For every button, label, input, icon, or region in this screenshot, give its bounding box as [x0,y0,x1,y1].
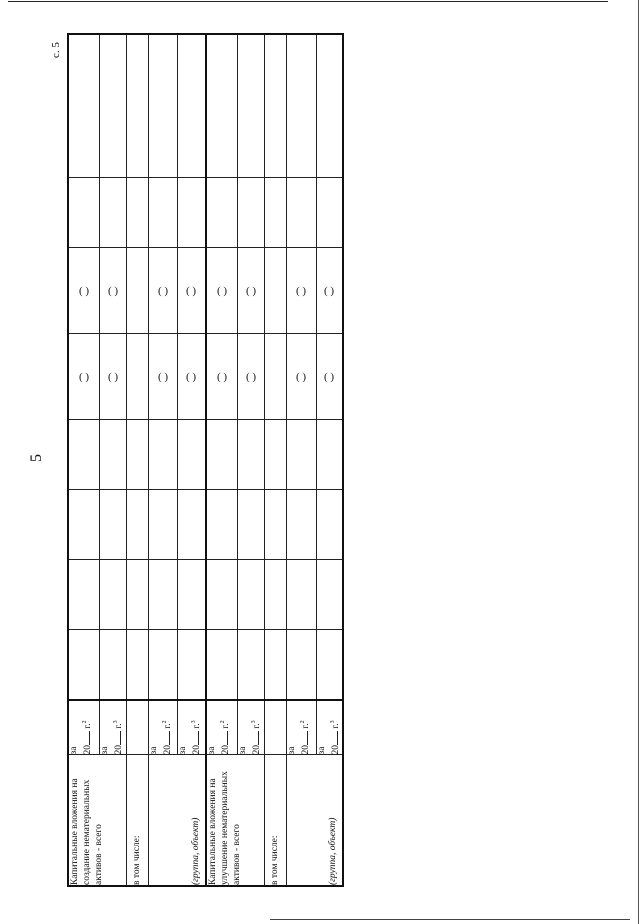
value-cell [148,178,177,248]
value-cell [237,560,264,630]
row-description: Капитальные вложения на улучшение нематериальных активов - всего [206,755,264,886]
year-cell [316,700,343,755]
year-cell [206,700,237,755]
value-cell [237,420,264,490]
year-blank [250,731,259,745]
value-cell [206,34,237,178]
year-blank [219,731,228,745]
scan-edge-right [638,0,639,924]
value-cell [206,630,237,700]
year-prefix: 20 [162,745,173,755]
za-label: за [207,746,217,755]
year-blank [190,731,199,745]
year-cell [286,700,316,755]
paren-value: ( ) [324,285,335,297]
value-cell [68,420,99,490]
value-cell [126,248,148,334]
year-suffix: г. [221,723,232,729]
year-prefix: 20 [191,745,202,755]
value-cell [264,420,286,490]
value-cell [206,560,237,630]
year-prefix: 20 [251,745,262,755]
value-cell [177,560,206,630]
row-description: (группа, объект) [148,755,206,886]
year-prefix: 20 [300,745,311,755]
year-cell [264,700,286,755]
value-cell [316,34,343,178]
value-cell [68,34,99,178]
value-cell [177,248,206,334]
year-blank [299,731,308,745]
year-prefix: 20 [221,745,232,755]
paren-value: ( ) [157,371,168,383]
value-cell [286,34,316,178]
footnote-ref: 3 [112,720,119,724]
page-number: 5 [28,454,45,462]
value-cell [99,420,126,490]
value-cell [264,630,286,700]
table-row [126,34,148,886]
paren-value: ( ) [186,371,197,383]
paren-value: ( ) [295,371,307,383]
value-cell [264,334,286,420]
za-label: за [237,746,248,755]
table-row [68,34,99,886]
scan-edge-bottom [270,919,630,920]
year-suffix: г. [251,723,262,729]
value-cell [264,178,286,248]
year-blank [161,731,170,745]
table-row [148,34,177,886]
value-cell [286,334,316,420]
year-blank [81,731,90,745]
value-cell [316,178,343,248]
value-cell [237,248,264,334]
za-label: за [286,746,297,755]
year-blank [329,731,338,745]
value-cell [99,560,126,630]
paren-value: ( ) [107,285,118,297]
value-cell [126,630,148,700]
row-description: в том числе: [126,755,148,886]
value-cell [237,334,264,420]
za-label: за [316,746,327,755]
row-description: (группа, объект) [286,755,343,886]
value-cell [68,248,99,334]
year-cell [126,700,148,755]
value-cell [148,334,177,420]
value-cell [316,560,343,630]
rotated-table-container [67,35,341,887]
scan-edge-top [8,1,608,2]
value-cell [126,178,148,248]
paren-value: ( ) [245,285,256,297]
year-prefix: 20 [113,745,124,755]
value-cell [316,630,343,700]
za-label: за [177,746,188,755]
value-cell [126,34,148,178]
row-description: в том числе: [264,755,286,886]
table-row [264,34,286,886]
value-cell [99,490,126,560]
value-cell [237,490,264,560]
value-cell [177,334,206,420]
value-cell [286,178,316,248]
za-label: за [148,746,159,755]
year-cell [148,700,177,755]
value-cell [68,560,99,630]
value-cell [206,420,237,490]
value-cell [126,420,148,490]
value-cell [177,490,206,560]
footnote-ref: 2 [82,720,88,724]
value-cell [99,178,126,248]
footnote-ref: 2 [220,720,226,724]
footnote-ref: 2 [161,720,168,724]
paren-value: ( ) [78,285,89,297]
year-blank [112,731,121,745]
value-cell [264,248,286,334]
value-cell [99,34,126,178]
year-cell [68,700,99,755]
value-cell [148,420,177,490]
table-row [286,34,316,886]
value-cell [316,248,343,334]
value-cell [99,248,126,334]
value-cell [126,490,148,560]
value-cell [68,630,99,700]
value-cell [237,630,264,700]
paren-value: ( ) [78,371,89,383]
year-suffix: г. [330,723,341,729]
value-cell [177,178,206,248]
value-cell [316,420,343,490]
value-cell [177,420,206,490]
value-cell [148,490,177,560]
value-cell [264,560,286,630]
footnote-ref: 3 [329,720,336,724]
value-cell [286,248,316,334]
value-cell [206,248,237,334]
table-row [206,34,237,886]
value-cell [264,34,286,178]
year-cell [99,700,126,755]
value-cell [148,630,177,700]
value-cell [148,248,177,334]
footnote-ref: 2 [299,720,306,724]
paren-value: ( ) [295,285,307,297]
year-suffix: г. [191,723,202,729]
row-description: Капитальные вложения на создание нематериальных активов - всего [68,755,126,886]
year-prefix: 20 [83,745,94,755]
paren-value: ( ) [216,371,227,383]
value-cell [126,560,148,630]
value-cell [148,560,177,630]
paren-value: ( ) [216,285,227,297]
year-cell [177,700,206,755]
paren-value: ( ) [157,285,168,297]
year-prefix: 20 [330,745,341,755]
value-cell [99,630,126,700]
year-suffix: г. [162,723,173,729]
value-cell [148,34,177,178]
value-cell [68,490,99,560]
year-suffix: г. [83,723,94,729]
capital-investment-table [67,33,344,887]
value-cell [206,334,237,420]
year-cell [237,700,264,755]
za-label: за [69,746,79,755]
paren-value: ( ) [324,371,335,383]
value-cell [177,630,206,700]
value-cell [177,34,206,178]
value-cell [264,490,286,560]
za-label: за [99,746,110,755]
value-cell [237,34,264,178]
footnote-ref: 3 [190,720,197,724]
value-cell [206,490,237,560]
sheet-label: с. 5 [50,42,62,58]
paren-value: ( ) [186,285,197,297]
value-cell [99,334,126,420]
value-cell [316,334,343,420]
value-cell [126,334,148,420]
footnote-ref: 3 [250,720,257,724]
value-cell [286,630,316,700]
value-cell [68,334,99,420]
year-suffix: г. [113,723,124,729]
year-suffix: г. [300,723,311,729]
value-cell [68,178,99,248]
paren-value: ( ) [107,371,118,383]
paren-value: ( ) [245,371,256,383]
value-cell [286,560,316,630]
value-cell [237,178,264,248]
value-cell [286,490,316,560]
value-cell [286,420,316,490]
value-cell [206,178,237,248]
value-cell [316,490,343,560]
